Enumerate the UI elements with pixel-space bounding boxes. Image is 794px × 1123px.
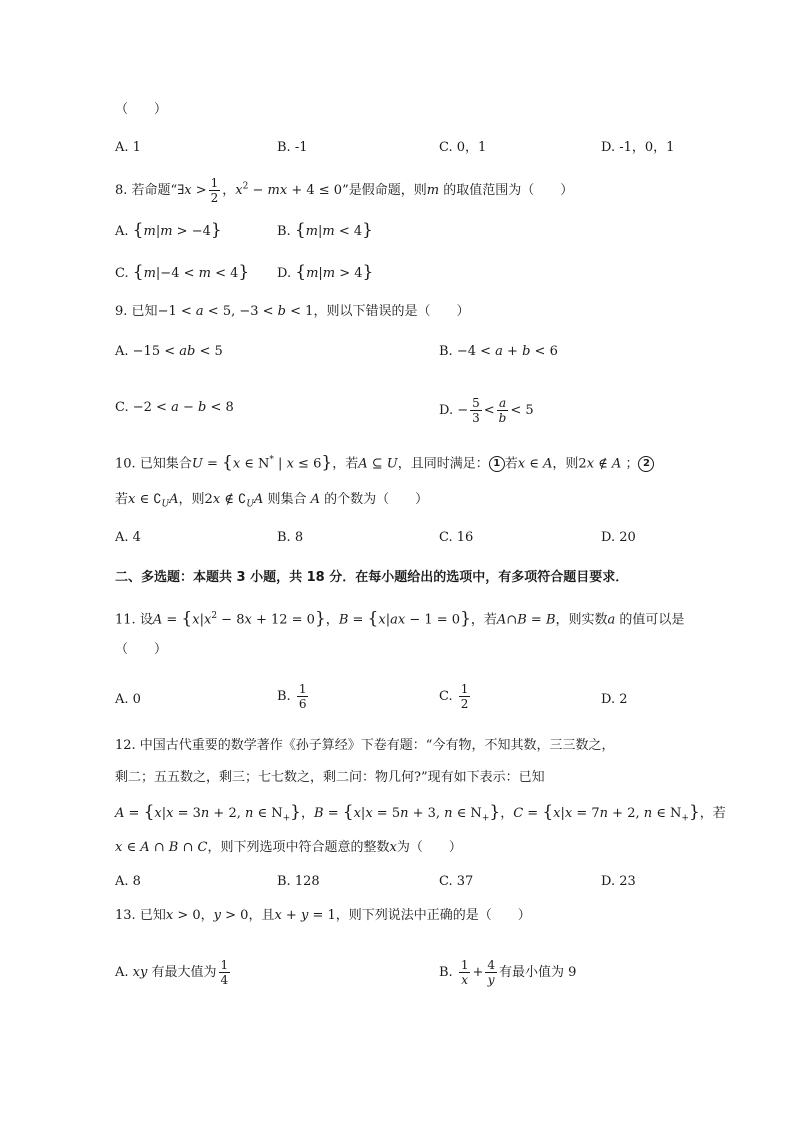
q10-option-b: B. 8	[277, 530, 304, 545]
q10-option-d: D. 20	[601, 530, 636, 545]
section-heading: 二、多选题：本题共 3 小题，共 18 分．在每小题给出的选项中，有多项符合题目要求．	[115, 570, 629, 585]
q13-option-b: B. $\frac{1}{x}$ + $\frac{4}{y}$ 有最小值为 9	[439, 958, 577, 987]
q7-option-c: C. 0，1	[439, 140, 487, 155]
q8-option-b: B. {m|m < 4}	[277, 220, 373, 240]
q12-option-d: D. 23	[601, 874, 636, 889]
q8-option-c: C. {m|−4 < m < 4}	[115, 262, 250, 282]
q7-option-b: B. -1	[277, 140, 308, 155]
q9-option-c: C. −2 < a − b < 8	[115, 400, 234, 415]
q12-stem-line2: 剩二；五五数之，剩三；七七数之，剩二问：物几何?”现有如下表示：已知	[115, 770, 545, 785]
q10-stem-line1: 10. 已知集合U = {x ∈ N* | x ≤ 6}，若A ⊆ U，且同时满足： 1 若x ∈ A，则2x ∉ A ； 2	[115, 450, 654, 474]
q13-option-a: A. xy 有最大值为 $\frac{1}{4}$	[115, 958, 229, 987]
circled-two-icon: 2	[638, 456, 654, 472]
q10-option-c: C. 16	[439, 530, 474, 545]
q11-option-d: D. 2	[601, 692, 628, 707]
q11-stem: 11. 设$A = \{x|x^2 - 8x + 12 = 0\}$，B = {x|ax − 1 = 0}，若A∩B = B，则实数a 的值可以是	[115, 608, 685, 629]
q7-option-d: D. -1，0，1	[601, 140, 675, 155]
q12-stem-line3: A = {x|x = 3n + 2, n ∈ $N_+$}，B = {x|x = 5n + 3, n ∈ $N_+$}，C = {x|x = 7n + 2, n ∈ $N_+$}，若	[115, 802, 726, 824]
q10-stem-line2: 若x ∈ $∁_UA$，则2x ∉ $∁_UA$ 则集合 A 的个数为（ ）	[115, 492, 429, 510]
q13-stem: 13. 已知x > 0，y > 0，且x + y = 1，则下列说法中正确的是（ ）	[115, 908, 531, 923]
q11-answer-paren: （ ）	[115, 642, 168, 657]
q12-option-b: B. 128	[277, 874, 320, 889]
q8-stem: 8. 若命题“∃x > $\frac{1}{2}$ ，$x^2$ − mx + 4 ≤ 0”是假命题，则m 的取值范围为（ ）	[115, 176, 574, 205]
q11-option-b: B. $\frac{1}{6}$	[277, 682, 307, 711]
q12-stem-line1: 12. 中国古代重要的数学著作《孙子算经》下卷有题：“今有物，不知其数，三三数之，	[115, 738, 615, 753]
q12-stem-line4: x ∈ A ∩ B ∩ C，则下列选项中符合题意的整数x为（ ）	[115, 840, 462, 855]
q12-option-c: C. 37	[439, 874, 474, 889]
circled-one-icon: 1	[489, 456, 505, 472]
q11-option-a: A. 0	[115, 692, 141, 707]
q9-option-d: D. − $\frac{5}{3}$ < $\frac{a}{b}$ < 5	[439, 396, 534, 425]
q7-answer-paren: （ ）	[115, 102, 168, 117]
q9-stem: 9. 已知−1 < a < 5, −3 < b < 1，则以下错误的是（ ）	[115, 304, 470, 319]
q8-option-d: D. {m|m > 4}	[277, 262, 374, 282]
q8-option-a: A. {m|m > −4}	[115, 220, 222, 240]
q9-option-a: A. −15 < ab < 5	[115, 344, 223, 359]
q12-option-a: A. 8	[115, 874, 141, 889]
q7-option-a: A. 1	[115, 140, 141, 155]
q11-option-c: C. $\frac{1}{2}$	[439, 682, 469, 711]
q10-option-a: A. 4	[115, 530, 141, 545]
q9-option-b: B. −4 < a + b < 6	[439, 344, 558, 359]
